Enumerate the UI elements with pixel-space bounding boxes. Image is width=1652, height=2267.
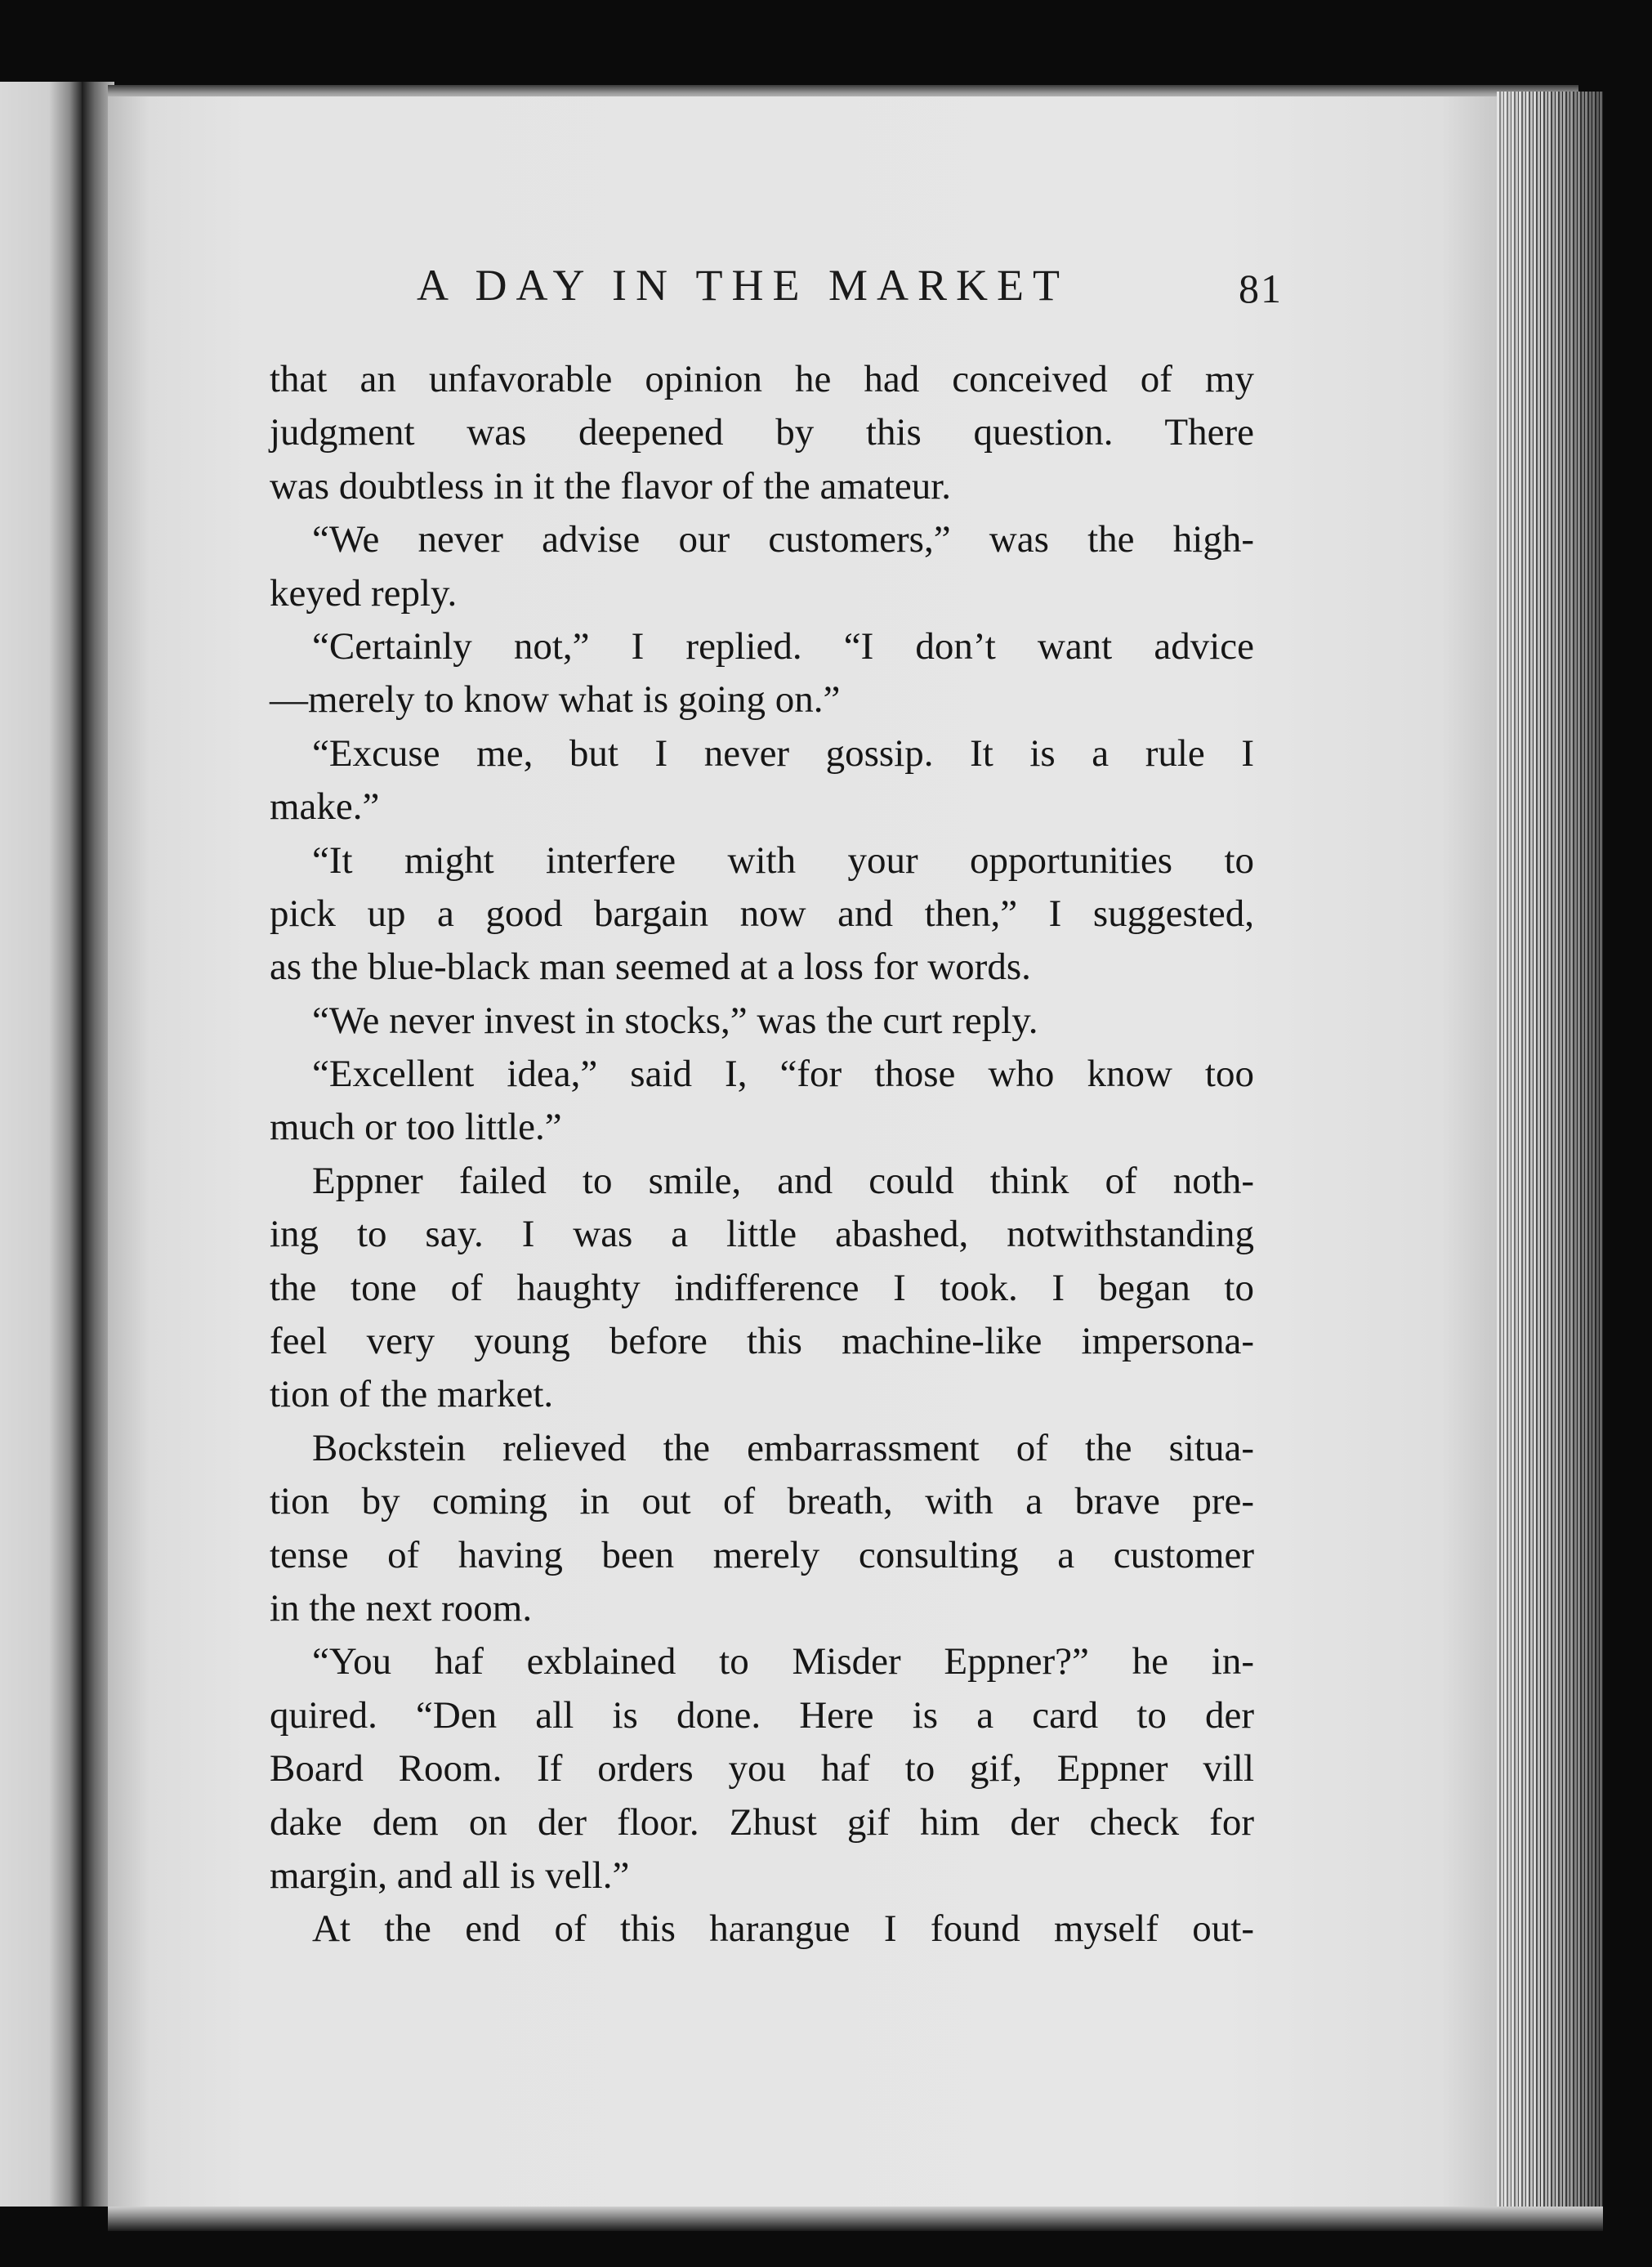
text-line: “Certainly not,” I replied. “I don’t want advice: [312, 624, 1254, 668]
text-line: “It might interfere with your opportunities to: [312, 838, 1254, 882]
text-line: the tone of haughty indifference I took. I began to: [270, 1266, 1254, 1309]
text-line: quired. “Den all is done. Here is a card to der: [270, 1693, 1254, 1737]
text-line: feel very young before this machine-like impersona-: [270, 1320, 1254, 1363]
text-line: “Excuse me, but I never gossip. It is a rule I: [312, 731, 1254, 775]
text-line: “We never invest in stocks,” was the curt reply.: [312, 999, 1038, 1042]
page-bottom-edge: [108, 2207, 1603, 2231]
text-line: pick up a good bargain now and then,” I suggested,: [270, 892, 1254, 935]
text-line: tion of the market.: [270, 1373, 554, 1416]
text-line: “You haf exblained to Misder Eppner?” he in-: [312, 1640, 1254, 1683]
page-number: 81: [1239, 266, 1283, 311]
page-stack-shade: [1497, 92, 1603, 2225]
text-line: Board Room. If orders you haf to gif, Eppner vill: [270, 1747, 1254, 1791]
facing-page-edge: [0, 82, 82, 2207]
text-line: “Excellent idea,” said I, “for those who know too: [312, 1053, 1254, 1096]
text-line: tion by coming in out of breath, with a brave pre-: [270, 1480, 1254, 1523]
running-title: A DAY IN THE MARKET: [417, 261, 1069, 310]
text-line: At the end of this harangue I found myself out-: [312, 1907, 1254, 1951]
text-line: as the blue-black man seemed at a loss for words.: [270, 946, 1031, 989]
body-text: [270, 353, 1254, 1956]
text-line: ing to say. I was a little abashed, notwithstanding: [270, 1213, 1254, 1256]
running-head: [417, 260, 1283, 325]
text-line: was doubtless in it the flavor of the amateur.: [270, 464, 952, 508]
text-line: that an unfavorable opinion he had conceived of my: [270, 358, 1254, 400]
text-line: dake dem on der floor. Zhust gif him der check for: [270, 1800, 1254, 1844]
text-line: in the next room.: [270, 1586, 533, 1630]
text-line: Bockstein relieved the embarrassment of the situa-: [312, 1426, 1254, 1469]
text-line: make.”: [270, 785, 380, 829]
text-line: judgment was deepened by this question. There: [270, 411, 1254, 454]
text-line: margin, and all is vell.”: [270, 1853, 630, 1897]
text-line: tense of having been merely consulting a customer: [270, 1533, 1254, 1576]
text-line: Eppner failed to smile, and could think of noth-: [312, 1159, 1254, 1202]
text-line: “We never advise our customers,” was the high-: [312, 518, 1254, 561]
text-line: keyed reply.: [270, 571, 458, 615]
text-line: —merely to know what is going on.”: [270, 678, 841, 722]
text-line: much or too little.”: [270, 1106, 562, 1149]
